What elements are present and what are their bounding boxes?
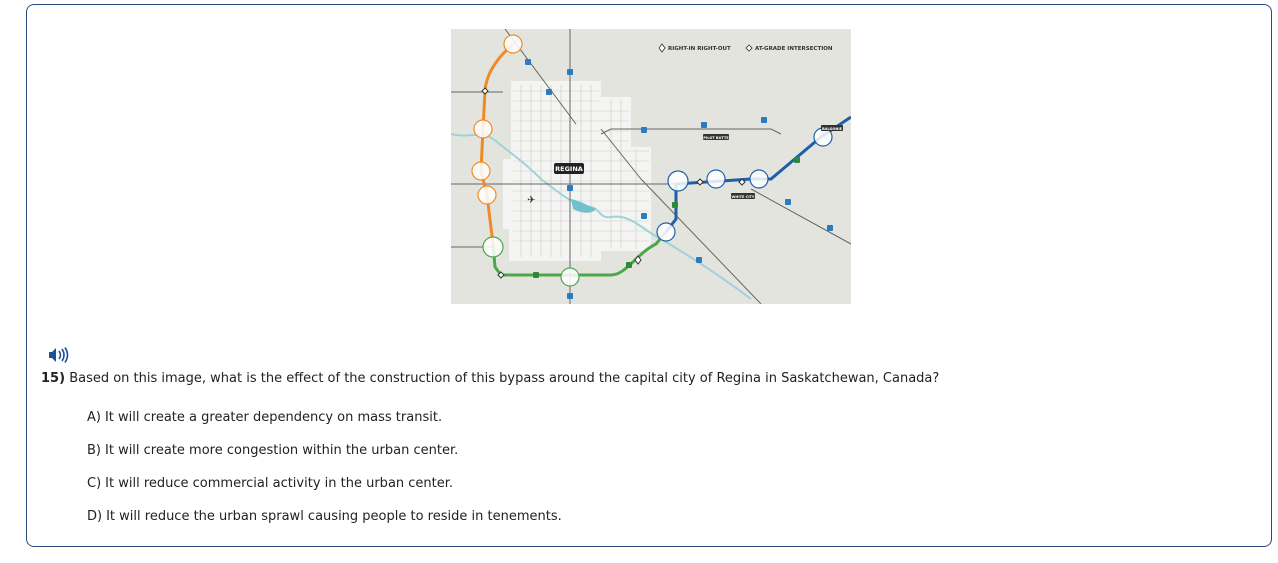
answer-options — [87, 409, 562, 541]
option-text: It will create a greater dependency on mass transit. — [104, 410, 443, 425]
question-text — [41, 370, 939, 388]
speaker-icon[interactable] — [48, 347, 70, 363]
option-letter: A) — [87, 410, 101, 425]
option-d[interactable] — [87, 508, 562, 526]
city-label: REGINA — [555, 165, 583, 173]
question-body: Based on this image, what is the effect of the construction of this bypass around the capital city of Regina in Saskatchewan, Canada? — [69, 371, 940, 386]
legend-right-in-right-out: RIGHT-IN RIGHT-OUT — [668, 46, 731, 52]
regina-bypass-map — [451, 29, 851, 304]
question-number: 15) — [41, 371, 66, 386]
option-letter: C) — [87, 476, 102, 491]
option-b[interactable] — [87, 442, 562, 460]
option-text: It will reduce the urban sprawl causing people to reside in tenements. — [106, 509, 562, 524]
label-balgonie: BALGONIE — [821, 127, 843, 131]
option-text: It will create more congestion within the urban center. — [105, 443, 459, 458]
option-c[interactable] — [87, 475, 562, 493]
legend-at-grade: AT-GRADE INTERSECTION — [755, 46, 833, 52]
option-a[interactable] — [87, 409, 562, 427]
label-white-city: WHITE CITY — [731, 195, 755, 199]
airport-icon: ✈ — [527, 195, 536, 206]
option-letter: D) — [87, 509, 103, 524]
label-pilot-butte: PILOT BUTTE — [703, 136, 729, 140]
question-card — [26, 4, 1272, 547]
option-text: It will reduce commercial activity in the urban center. — [105, 476, 454, 491]
option-letter: B) — [87, 443, 101, 458]
